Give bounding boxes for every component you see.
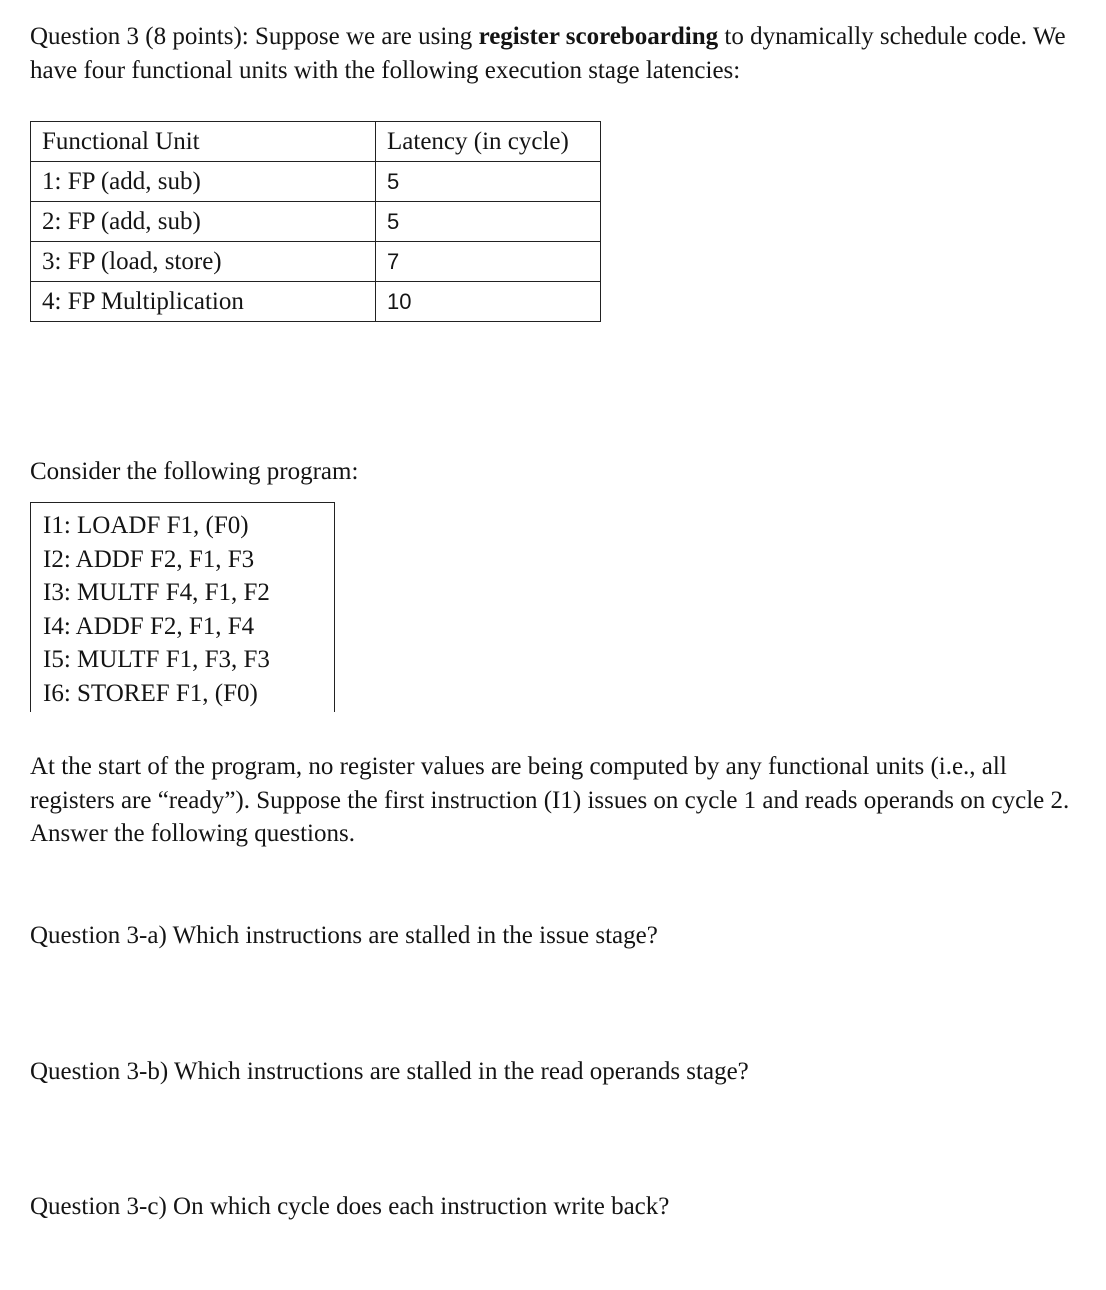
program-line: I4: ADDF F2, F1, F4 [43, 612, 255, 640]
header-functional-unit: Functional Unit [31, 122, 376, 162]
question-3a: Question 3-a) Which instructions are stalled in the issue stage? [30, 922, 658, 949]
latency-cell: 10 [376, 282, 601, 322]
unit-cell: 1: FP (add, sub) [31, 162, 376, 202]
latency-cell: 7 [376, 242, 601, 282]
program-line: I5: MULTF F1, F3, F3 [43, 646, 270, 673]
program-line: I3: MULTF F4, F1, F2 [43, 579, 270, 606]
latency-cell: 5 [376, 202, 601, 242]
program-listing [30, 502, 335, 712]
table-row [31, 282, 601, 322]
program-line: I1: LOADF F1, (F0) [43, 512, 249, 539]
program-heading: Consider the following program: [30, 458, 359, 485]
unit-cell: 3: FP (load, store) [31, 242, 376, 282]
context-paragraph: At the start of the program, no register values are being computed by any functional units (i.e., all registers are “ready”). Suppose the first instruction (I1) issues on cycle 1 and reads operands on cycle 2. Answer the following questions. [30, 753, 1070, 847]
question-3c: Question 3-c) On which cycle does each instruction write back? [30, 1193, 670, 1220]
header-latency: Latency (in cycle) [376, 122, 601, 162]
intro-text-start: Question 3 (8 points): Suppose we are using [30, 23, 479, 50]
table-row [31, 162, 601, 202]
latency-cell: 5 [376, 162, 601, 202]
intro-bold-term: register scoreboarding [478, 23, 719, 50]
intro-text-end: to dynamically schedule code. We have four functional units with the following execution stage latencies: [30, 23, 1066, 84]
program-line: I2: ADDF F2, F1, F3 [43, 545, 255, 573]
table-row [31, 242, 601, 282]
latency-table [30, 121, 601, 322]
latency-table-header-row [31, 122, 601, 162]
table-row [31, 202, 601, 242]
unit-cell: 2: FP (add, sub) [31, 202, 376, 242]
question-intro [30, 20, 1090, 88]
program-line: I6: STOREF F1, (F0) [43, 679, 258, 707]
question-3b: Question 3-b) Which instructions are stalled in the read operands stage? [30, 1058, 749, 1085]
unit-cell: 4: FP Multiplication [31, 282, 376, 322]
